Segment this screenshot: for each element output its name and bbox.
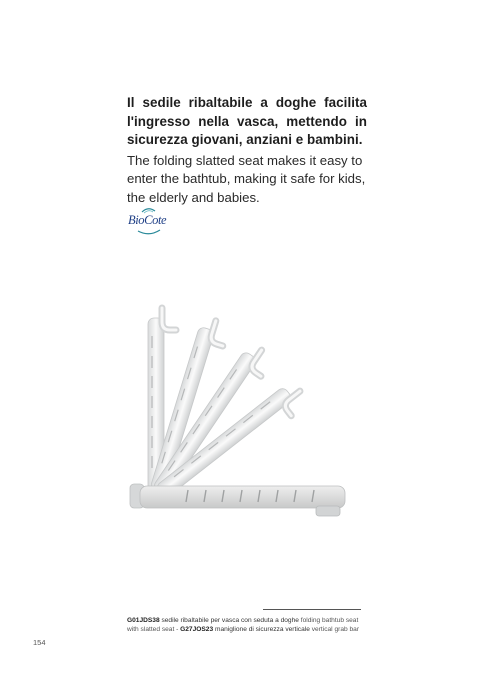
biocote-logo-text: BioCote bbox=[128, 213, 167, 227]
biocote-logo bbox=[128, 206, 170, 236]
grab-bar-description-italian: maniglione di sicurezza verticale bbox=[213, 625, 312, 633]
product-caption bbox=[127, 617, 363, 634]
page-number: 154 bbox=[33, 638, 46, 647]
intro-italian-text: Il sedile ribaltabile a doghe facilita l'ingresso nella vasca, mettendo in sicurezza giovani, anziani e bambini. bbox=[127, 95, 367, 147]
folding-seat-product-photo bbox=[118, 296, 368, 526]
intro-english-text: The folding slatted seat makes it easy to enter the bathtub, making it safe for kids, the elderly and babies. bbox=[127, 152, 366, 205]
product-code-seat: G01JDS38 bbox=[127, 617, 160, 624]
grab-bar-description-english: vertical grab bar bbox=[311, 625, 360, 633]
intro-text-block bbox=[127, 94, 367, 207]
caption-divider bbox=[263, 609, 361, 610]
seat-position-horizontal bbox=[140, 486, 345, 516]
seat-description-italian: sedile ribaltabile per vasca con seduta a doghe bbox=[159, 617, 301, 624]
product-code-grab-bar: G27JOS23 bbox=[180, 625, 214, 633]
seat-description-english: folding bathtub seat with slatted seat - bbox=[127, 617, 359, 633]
